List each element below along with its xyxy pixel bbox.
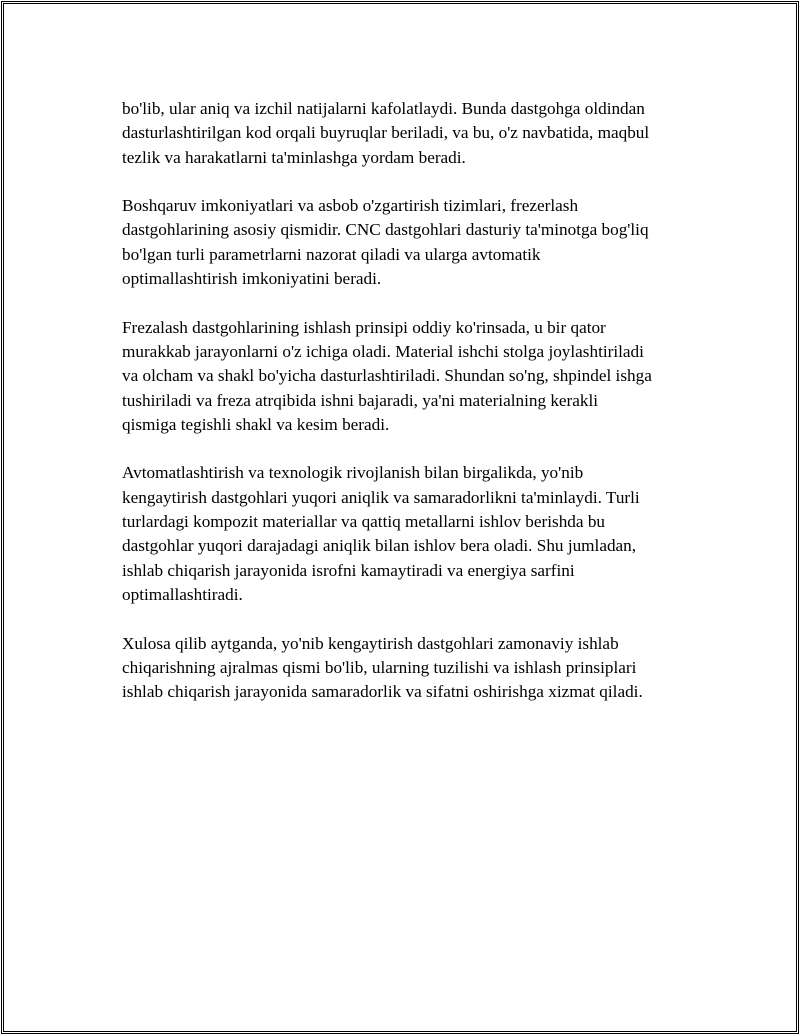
- paragraph-3: Frezalash dastgohlarining ishlash prinsipi oddiy ko'rinsada, u bir qator murakkab jarayonlarni o'z ichiga oladi. Material ishchi stolga joylashtiriladi va olcham va shakl bo'yicha dasturlashtiriladi. Shundan so'ng, shpindel ishga tushiriladi va freza atrqibida ishni bajaradi, ya'ni materialning kerakli qismiga tegishli shakl va kesim beradi.: [122, 317, 652, 434]
- paragraph-5: Xulosa qilib aytganda, yo'nib kengaytirish dastgohlari zamonaviy ishlab chiqarishning ajralmas qismi bo'lib, ularning tuzilishi va ishlash prinsiplari ishlab chiqarish jarayonida samaradorlik va sifatni oshirishga xizmat qiladi.: [122, 633, 643, 702]
- page-border: [1, 1, 799, 1034]
- paragraph-2: Boshqaruv imkoniyatlari va asbob o'zgartirish tizimlari, frezerlash dastgohlarining asosiy qismidir. CNC dastgohlari dasturiy ta'minotga bog'liq bo'lgan turli parametrlarni nazorat qiladi va ularga avtomatik optimallashtirish imkoniyatini beradi.: [122, 196, 649, 289]
- paragraph-1: bo'lib, ular aniq va izchil natijalarni kafolatlaydi. Bunda dastgohga oldindan dasturlashtirilgan kod orqali buyruqlar beriladi, va bu, o'z navbatida, maqbul tezlik va harakatlarni ta'minlashga yordam beradi.: [122, 99, 650, 167]
- paragraph-4: Avtomatlashtirish va texnologik rivojlanish bilan birgalikda, yo'nib kengaytirish dastgohlari yuqori aniqlik va samaradorlikni ta'minlaydi. Turli turlardagi kompozit materiallar va qattiq metallarni ishlov berishda bu dastgohlar yuqori darajadagi aniqlik bilan ishlov bera oladi. Shu jumladan, ishlab chiqarish jarayonida isrofni kamaytiradi va energiya sarfini optimallashtiradi.: [122, 463, 640, 604]
- document-body: [122, 97, 712, 729]
